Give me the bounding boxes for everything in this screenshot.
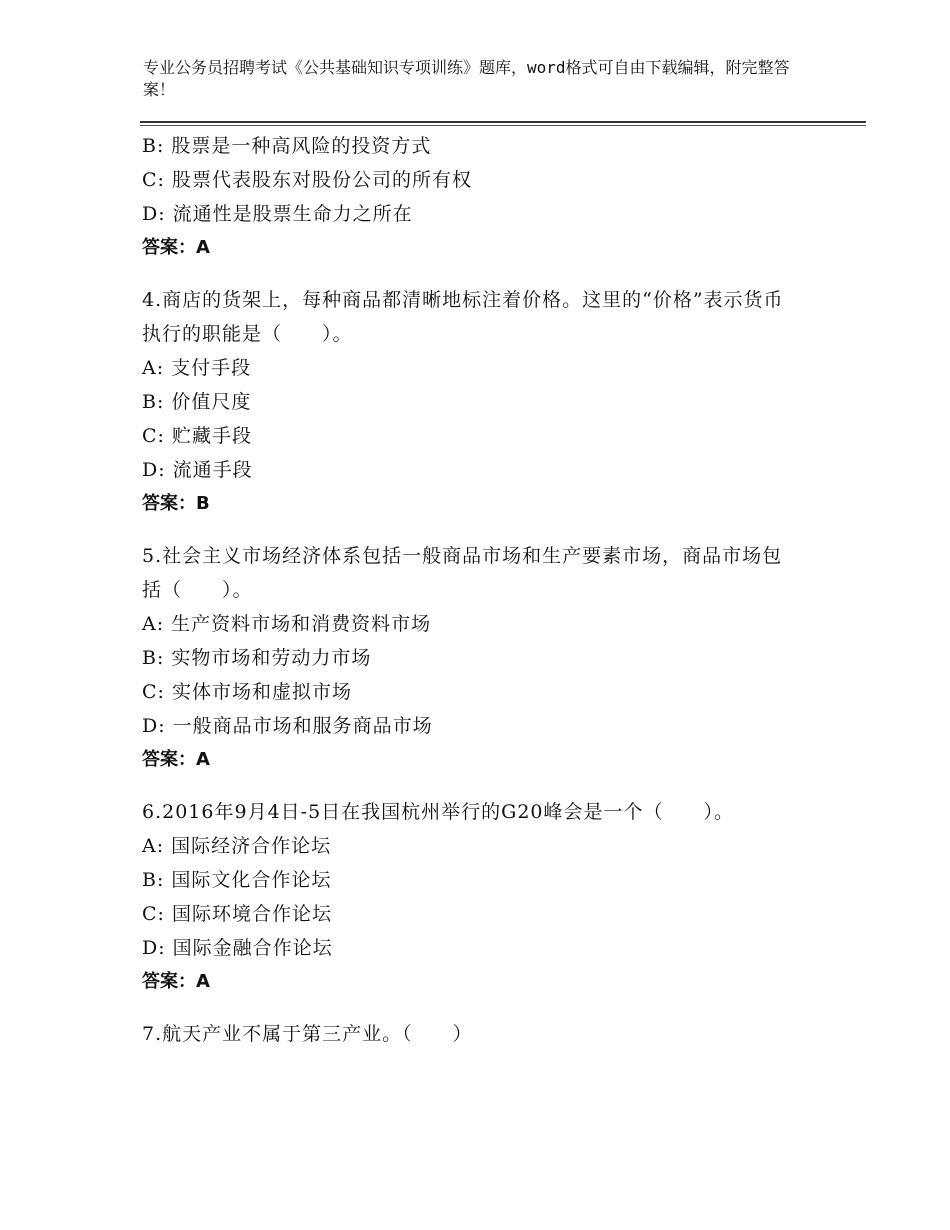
option-a: A: 生产资料市场和消费资料市场 (142, 613, 432, 635)
document-body (142, 129, 842, 1051)
option-b: B: 价值尺度 (142, 391, 252, 413)
question-stem: 5.社会主义市场经济体系包括一般商品市场和生产要素市场，商品市场包括（ ）。 (142, 545, 783, 601)
question-6 (142, 795, 842, 999)
question-7 (142, 1017, 842, 1051)
answer: 答案：A (142, 749, 210, 770)
answer: 答案：B (142, 493, 210, 514)
option-d: D: 国际金融合作论坛 (142, 937, 333, 959)
option-d: D: 流通性是股票生命力之所在 (142, 203, 413, 225)
question-stem: 4.商店的货架上，每种商品都清晰地标注着价格。这里的“价格”表示货币执行的职能是（ ）。 (142, 289, 784, 345)
document-header: 专业公务员招聘考试《公共基础知识专项训练》题库，word格式可自由下载编辑，附完整答案！ (143, 58, 790, 99)
question-fragment (142, 129, 842, 265)
answer: 答案：A (142, 971, 210, 992)
option-d: D: 一般商品市场和服务商品市场 (142, 715, 433, 737)
option-c: C: 国际环境合作论坛 (142, 903, 332, 925)
option-a: A: 支付手段 (142, 357, 252, 379)
question-4 (142, 283, 842, 521)
option-c: C: 贮藏手段 (142, 425, 252, 447)
question-5 (142, 539, 842, 777)
option-b: B: 实物市场和劳动力市场 (142, 647, 372, 669)
option-b: B: 股票是一种高风险的投资方式 (142, 135, 432, 157)
option-c: C: 股票代表股东对股份公司的所有权 (142, 169, 472, 191)
header-rule-thick (140, 121, 866, 123)
question-stem: 6.2016年9月4日-5日在我国杭州举行的G20峰会是一个（ ）。 (142, 801, 735, 823)
option-b: B: 国际文化合作论坛 (142, 869, 332, 891)
answer: 答案：A (142, 237, 210, 258)
option-c: C: 实体市场和虚拟市场 (142, 681, 352, 703)
option-a: A: 国际经济合作论坛 (142, 835, 332, 857)
header-rule-thin (140, 125, 866, 126)
question-stem: 7.航天产业不属于第三产业。（ ） (142, 1023, 473, 1045)
option-d: D: 流通手段 (142, 459, 253, 481)
